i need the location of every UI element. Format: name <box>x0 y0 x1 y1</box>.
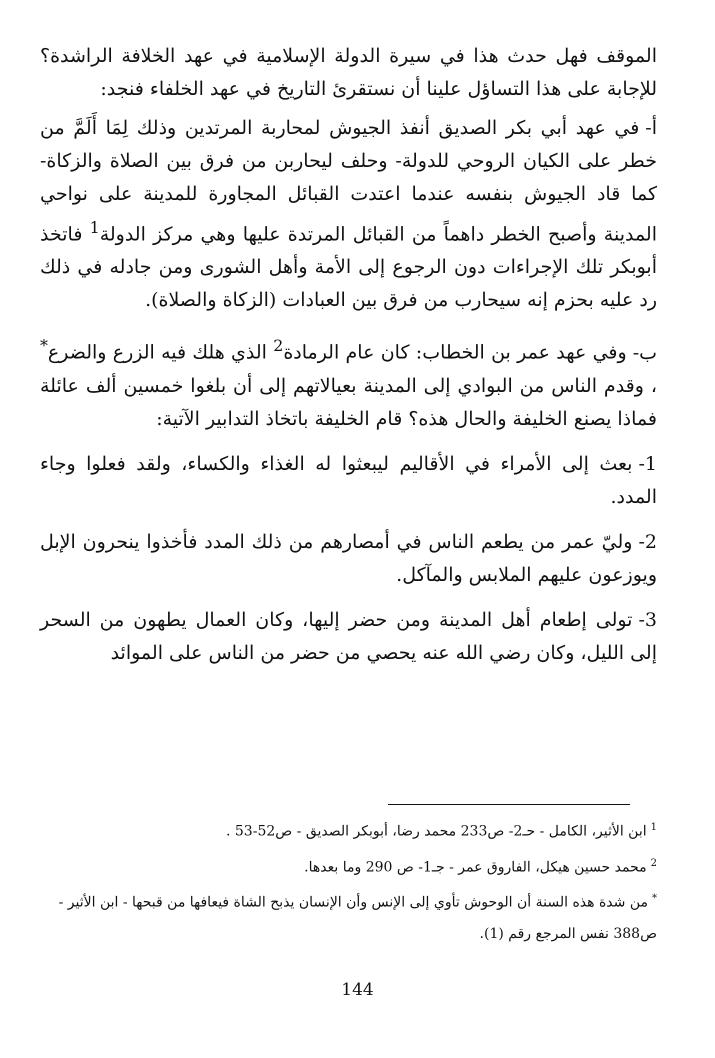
footnote-text: من شدة هذه السنة أن الوحوش تأوي إلى الإنس وأن الإنسان يذبح الشاة فيعافها من قبحها - ابن الأثير - ص388 نفس المرجع رقم (1). <box>58 894 657 942</box>
list-item-1 <box>40 448 657 514</box>
section-b-text-after: الذي هلك فيه الزرع والضرع <box>47 341 274 364</box>
section-b-text-end: ، وقدم الناس من البوادي إلى المدينة بعيالاتهم إلى أن بلغوا خمسين ألف عائلة فماذا يصنع الخليفة والحال هذه؟ قام الخليفة باتخاذ التدابير الآتية: <box>40 374 657 430</box>
footnote-2 <box>40 848 657 884</box>
footnote-1 <box>40 812 657 848</box>
list-item-2 <box>40 526 657 592</box>
list-item-text: وليّ عمر من يطعم الناس في أمصارهم من ذلك المدد فأخذوا ينحرون الإبل ويوزعون عليهم الملابس والمآكل. <box>40 530 657 586</box>
section-a-text-after: فاتخذ أبوبكر تلك الإجراءات دون الرجوع إلى الأمة وأهل الشورى ومن جادله في ذلك رد عليه بحزم إنه سيحارب من فرق بين العبادات (الزكاة والصلاة). <box>40 223 657 312</box>
list-item-text: بعث إلى الأمراء في الأقاليم ليبعثوا له الغذاء والكساء، ولقد فعلوا وجاء المدد. <box>40 452 657 508</box>
footnote-mark: 2 <box>650 857 657 869</box>
page-number: 144 <box>341 980 374 1000</box>
list-item-3 <box>40 604 657 670</box>
footnotes <box>40 812 657 950</box>
intro-line-2: للإجابة على هذا التساؤل علينا أن نستقرئ التاريخ في عهد الخلفاء فنجد: <box>100 78 657 100</box>
footnote-mark: * <box>652 893 657 905</box>
section-a-text: في عهد أبي بكر الصديق أنفذ الجيوش لمحاربة المرتدين وذلك لِمَا أَلَمَّ من خطر على الكيان الروحي للدولة- وحلف ليحاربن من فرق بين الصلاة والزكاة- كما قاد الجيوش بنفسه عندما اعتدت القبائل المجاورة للمدينة على نواحي المدينة وأصبح الخطر داهماً من القبائل المرتدة عليها وهي مركز الدولة <box>40 117 658 246</box>
body-text <box>40 40 657 682</box>
section-a-marker: أ- <box>645 117 657 139</box>
section-b-text: وفي عهد عمر بن الخطاب: كان عام الرمادة <box>283 341 627 364</box>
footnote-text: محمد حسين هيكل، الفاروق عمر - جـ1- ص 290 وما بعدها. <box>304 859 647 876</box>
footnote-ref-1: 1 <box>89 218 100 237</box>
intro-line-1: الموقف فهل حدث هذا في سيرة الدولة الإسلامية في عهد الخلافة الراشدة؟ <box>40 45 657 67</box>
intro-paragraph <box>40 40 657 106</box>
footnote-star <box>40 883 657 950</box>
section-b-marker: ب- <box>632 341 657 364</box>
section-a-paragraph <box>40 112 657 317</box>
footnote-mark: 1 <box>650 822 657 833</box>
list-item-text: تولى إطعام أهل المدينة ومن حضر إليها، وكان العمال يطهون من السحر إلى الليل، وكان رضي الله عنه يحصي من حضر من الناس على الموائد <box>40 608 657 664</box>
section-b-paragraph <box>40 329 657 435</box>
footnote-ref-2: 2 <box>273 336 284 356</box>
list-item-marker: 3- <box>638 608 657 631</box>
list-item-marker: 2- <box>638 530 657 553</box>
footnote-ref-star: * <box>40 336 48 356</box>
list-item-marker: 1- <box>638 452 657 475</box>
footnote-text: ابن الأثير، الكامل - حـ2- ص233 محمد رضا، أبوبكر الصديق - ص52-53 . <box>225 823 647 840</box>
footnote-divider <box>388 804 630 805</box>
